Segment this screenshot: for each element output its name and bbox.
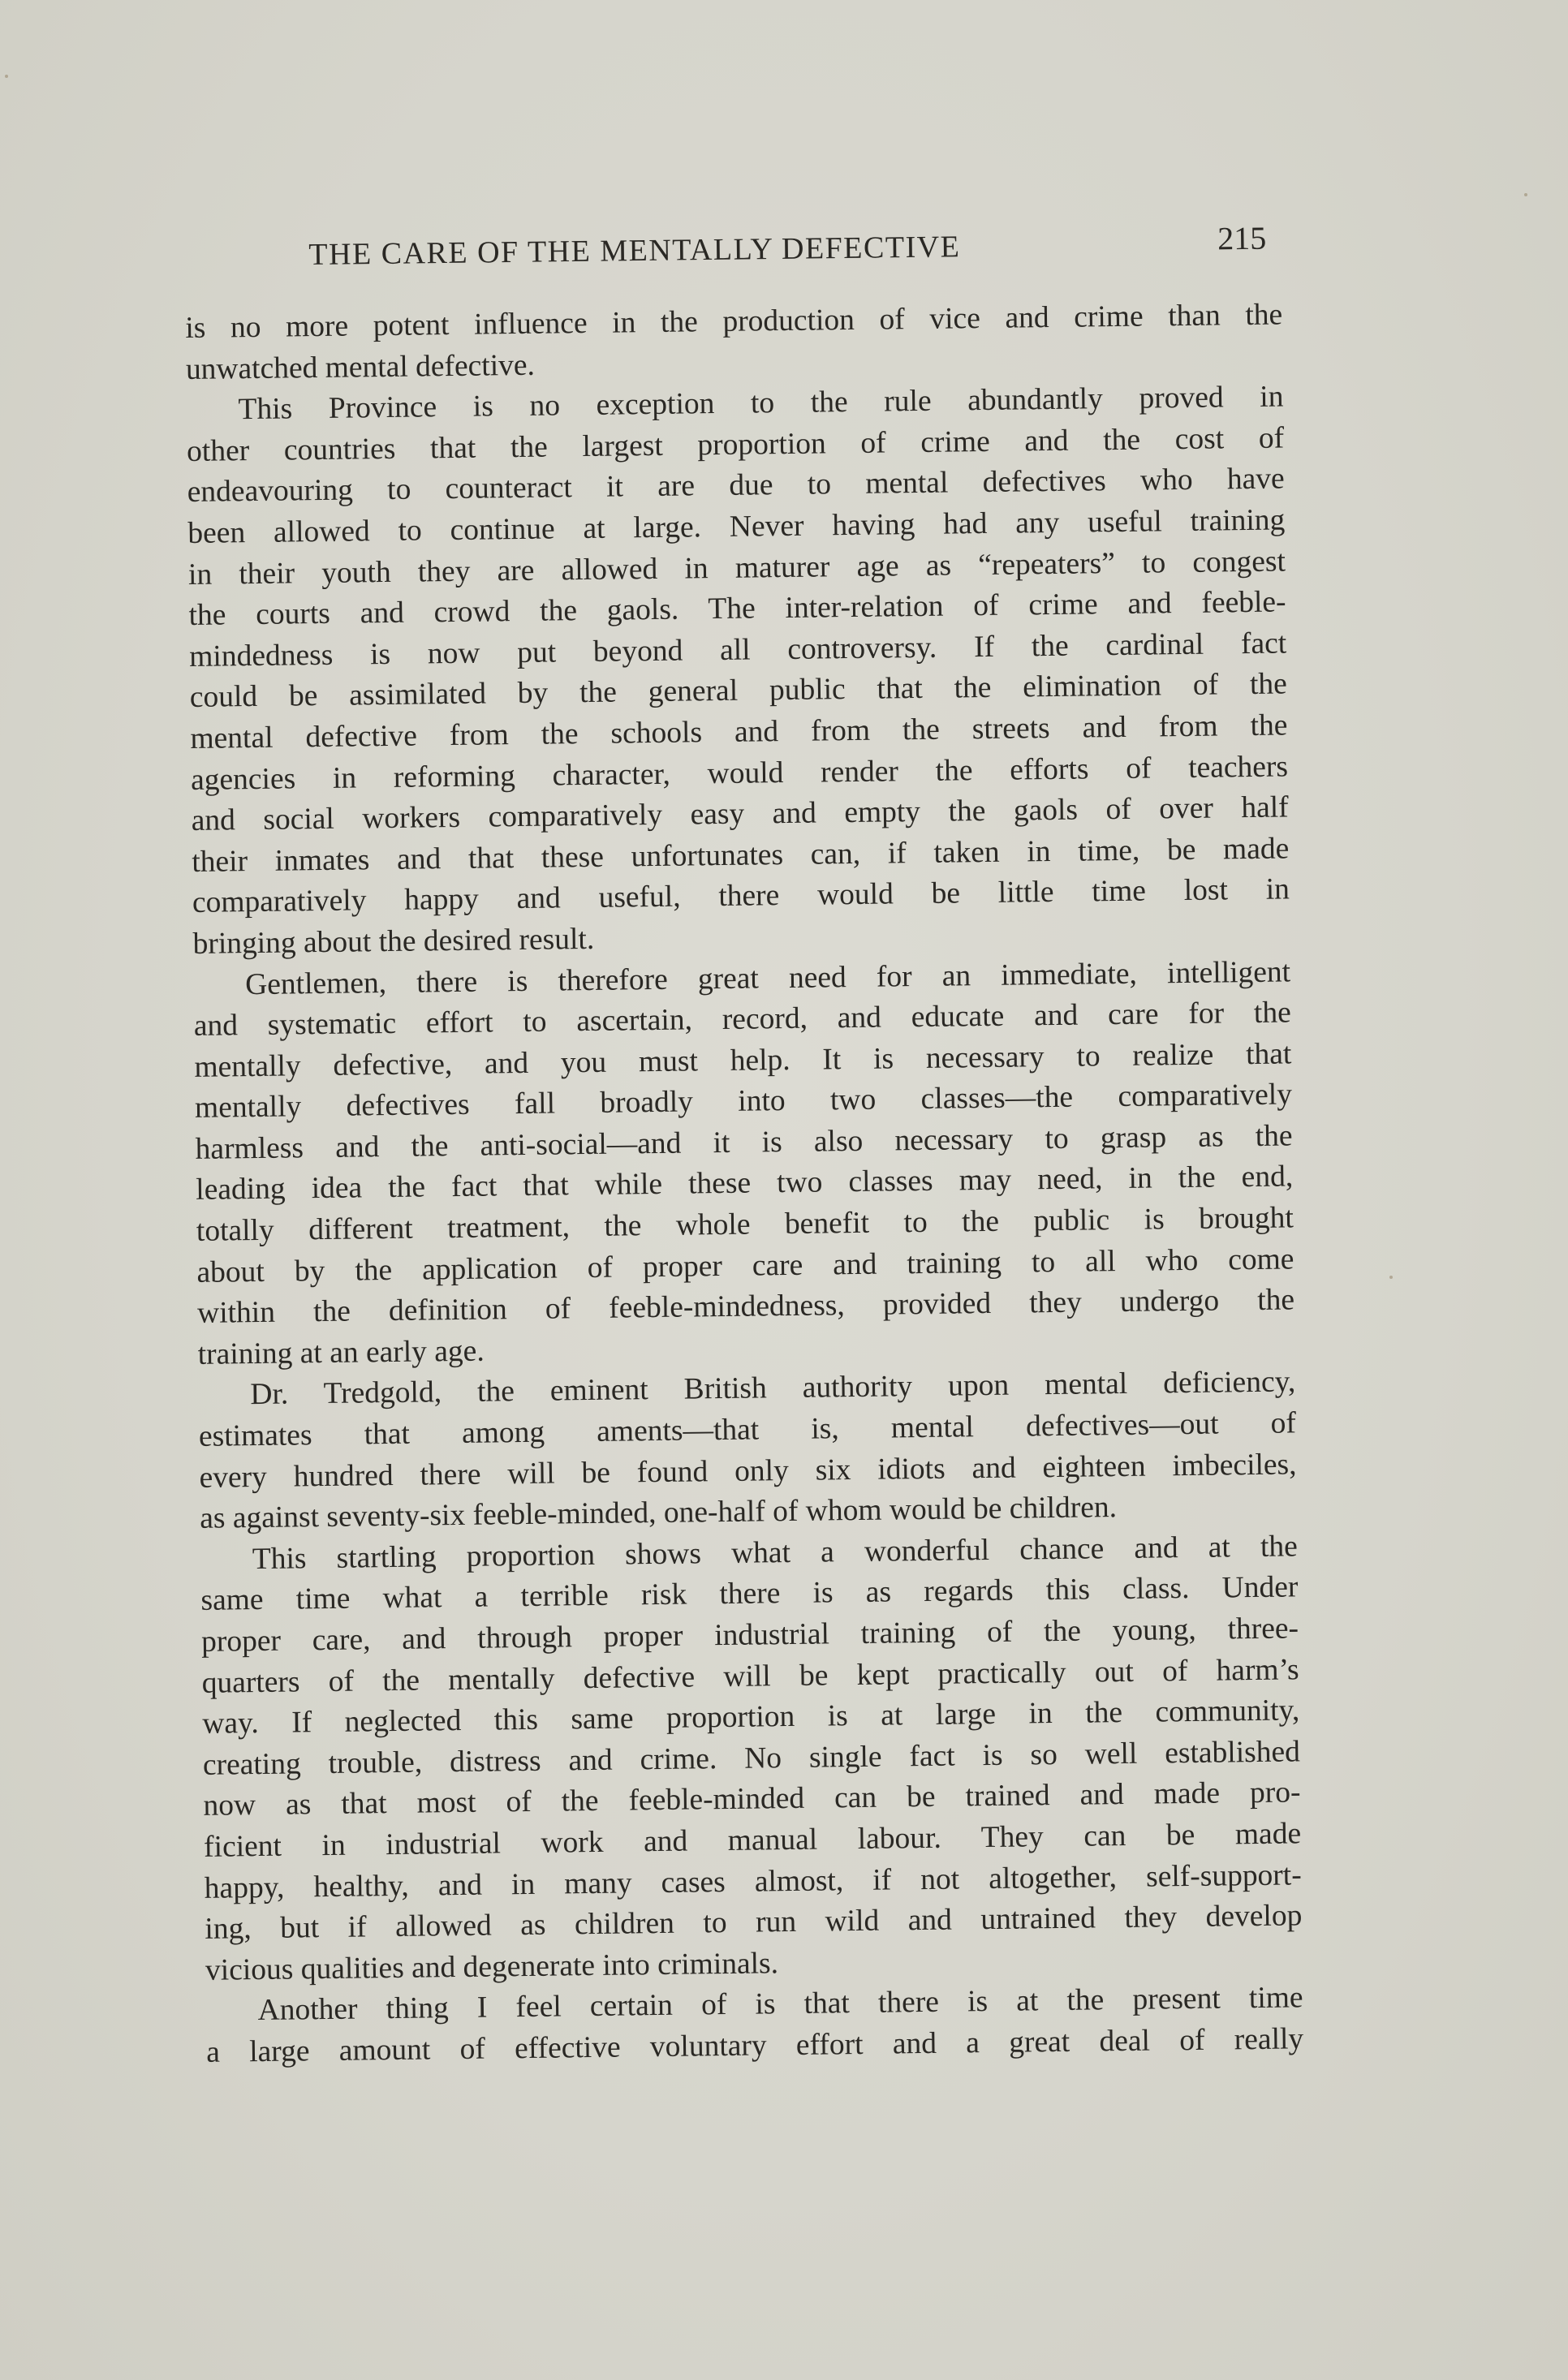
text-line: creating trouble, distress and crime. No single fact is so well established xyxy=(202,1735,1301,1782)
text-line: unwatched mental defective. xyxy=(185,348,536,386)
running-head xyxy=(308,218,1283,287)
text-line: a large amount of effective voluntary effort and a great deal of really xyxy=(206,2022,1304,2069)
text-line: their inmates and that these unfortunates can, if taken in time, be made xyxy=(192,832,1290,879)
text-line: This startling proportion shows what a wonderful chance and at the xyxy=(252,1530,1298,1576)
text-line: now as that most of the feeble-minded can be trained and made pro- xyxy=(203,1775,1301,1823)
running-title: THE CARE OF THE MENTALLY DEFECTIVE xyxy=(308,230,961,272)
text-line: harmless and the anti-social—and it is also necessary to grasp as the xyxy=(195,1119,1293,1166)
text-line: Gentlemen, there is therefore great need for an immediate, intelligent xyxy=(244,954,1291,1001)
text-line: ficient in industrial work and manual labour. They can be made xyxy=(203,1817,1302,1864)
paragraph-2 xyxy=(186,377,1290,966)
paper-speck xyxy=(1524,193,1527,196)
text-line: mental defective from the schools and from the streets and from the xyxy=(190,708,1288,755)
text-line: totally different treatment, the whole benefit to the public is brought xyxy=(196,1201,1294,1248)
paragraph-6 xyxy=(205,1978,1303,2074)
text-line: could be assimilated by the general public that the elimination of the xyxy=(189,667,1288,715)
page-number: 215 xyxy=(1217,219,1267,257)
text-line: about by the application of proper care and training to all who come xyxy=(196,1242,1294,1289)
paper-speck xyxy=(5,75,8,78)
text-line: other countries that the largest proportion of crime and the cost of xyxy=(186,421,1285,468)
text-line: leading idea the fact that while these two classes may need, in the end, xyxy=(196,1160,1294,1207)
text-line: mentally defectives fall broadly into two classes—the comparatively xyxy=(194,1078,1293,1125)
text-line: This Province is no exception to the rule abundantly proved in xyxy=(238,380,1284,427)
paragraph-4 xyxy=(198,1362,1297,1540)
text-line: comparatively happy and useful, there would be little time lost in xyxy=(192,872,1290,920)
paragraph-5 xyxy=(200,1526,1303,1991)
text-line: agencies in reforming character, would render the efforts of teachers xyxy=(190,749,1289,797)
text-line: endeavouring to counteract it are due to mental defectives who have xyxy=(187,462,1285,510)
paper-speck xyxy=(1389,1276,1393,1279)
text-line: in their youth they are allowed in maturer age as “repeaters” to congest xyxy=(187,544,1286,592)
text-line: as against seventy-six feeble-minded, one-half of whom would be children. xyxy=(199,1491,1118,1536)
paragraph-1 xyxy=(185,295,1283,390)
text-line: ing, but if allowed as children to run wild and untrained they develop xyxy=(205,1899,1303,1947)
text-line: proper care, and through proper industrial training of the young, three- xyxy=(200,1612,1299,1659)
text-line: mentally defective, and you must help. It is necessary to realize that xyxy=(194,1037,1292,1084)
text-line: training at an early age. xyxy=(197,1334,485,1371)
text-line: happy, healthy, and in many cases almost, if not altogether, self-support- xyxy=(204,1857,1302,1905)
text-line: way. If neglected this same proportion is at large in the community, xyxy=(202,1694,1300,1741)
text-line: estimates that among aments—that is, mental defectives—out of xyxy=(198,1406,1297,1453)
paragraph-3 xyxy=(193,952,1295,1375)
text-line: the courts and crowd the gaols. The inter-relation of crime and feeble- xyxy=(188,585,1286,633)
text-line: been allowed to continue at large. Never having had any useful training xyxy=(187,503,1286,550)
text-line: vicious qualities and degenerate into criminals. xyxy=(205,1946,779,1987)
text-line: within the definition of feeble-mindedness, provided they undergo the xyxy=(196,1283,1295,1331)
text-line: bringing about the desired result. xyxy=(192,922,595,961)
text-line: and social workers comparatively easy and empty the gaols of over half xyxy=(191,790,1289,838)
text-line: mindedness is now put beyond all controversy. If the cardinal fact xyxy=(188,626,1287,674)
text-line: Another thing I feel certain of is that there is at the present time xyxy=(257,1981,1303,2028)
text-line: every hundred there will be found only six idiots and eighteen imbeciles, xyxy=(199,1448,1297,1495)
body-text xyxy=(185,295,1303,2073)
text-line: is no more potent influence in the production of vice and crime than the xyxy=(185,298,1283,345)
text-line: same time what a terrible risk there is as regards this class. Under xyxy=(200,1570,1299,1618)
text-line: and systematic effort to ascertain, record, and educate and care for the xyxy=(193,996,1291,1044)
text-line: Dr. Tredgold, the eminent British authority upon mental deficiency, xyxy=(250,1365,1296,1412)
text-line: quarters of the mentally defective will be kept practically out of harm’s xyxy=(201,1652,1299,1700)
